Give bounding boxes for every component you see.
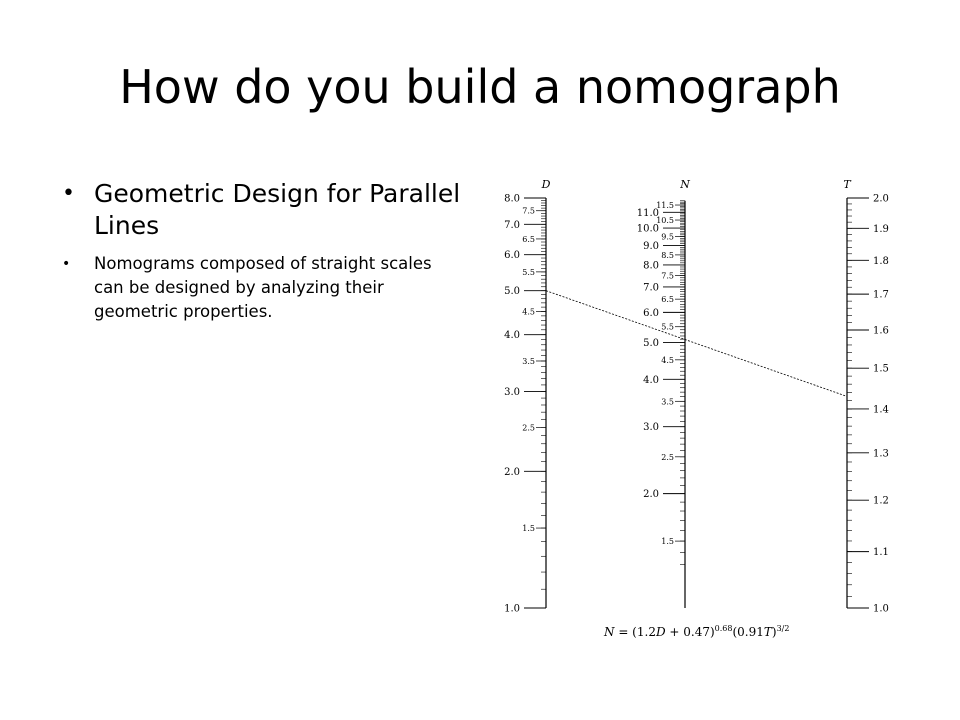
formula-part: (0.91 (732, 625, 764, 639)
scale-major-label: 10.0 (636, 223, 659, 235)
scale-minor-label: 4.5 (661, 355, 674, 365)
scale-major-label: 8.0 (504, 193, 520, 205)
scale-minor-label: 2.5 (522, 423, 535, 433)
scale-major-label: 1.0 (873, 603, 889, 615)
scale-major-label: 1.3 (873, 448, 889, 460)
scale-minor-label: 5.5 (522, 267, 535, 277)
scale-major-label: 1.5 (873, 363, 889, 375)
formula-part: = (1.2 (614, 625, 656, 639)
scale-minor-label: 1.5 (522, 524, 535, 534)
scale-t-name: T (843, 178, 851, 191)
scale-minor-label: 3.5 (661, 397, 674, 407)
scale-major-label: 3.0 (643, 422, 659, 434)
bullet-main (62, 178, 462, 242)
formula-n: N (604, 625, 615, 639)
bullet-dot-icon: • (62, 256, 71, 272)
scale-major-label: 5.0 (504, 286, 520, 298)
scale-d-name: D (541, 178, 551, 191)
scale-t (843, 178, 889, 615)
formula-exponent: 0.68 (714, 624, 733, 633)
scale-minor-label: 2.5 (661, 452, 674, 462)
scale-minor-label: 6.5 (522, 234, 535, 244)
scale-minor-label: 1.5 (661, 537, 674, 547)
formula-d: D (655, 625, 666, 639)
scale-minor-label: 11.5 (656, 201, 674, 211)
scale-minor-label: 8.5 (661, 250, 674, 260)
scale-major-label: 1.8 (873, 255, 889, 267)
scale-major-label: 1.2 (873, 495, 889, 507)
scale-major-label: 3.0 (504, 386, 520, 398)
scale-major-label: 1.1 (873, 547, 889, 559)
formula-exponent: 3/2 (776, 624, 790, 633)
scale-major-label: 6.0 (504, 250, 520, 262)
formula-part: ) (771, 625, 777, 639)
scale-minor-label: 5.5 (661, 322, 674, 332)
scale-major-label: 1.4 (873, 404, 889, 416)
scale-major-label: 4.0 (504, 330, 520, 342)
bullet-dot-icon: • (62, 181, 75, 206)
scale-minor-label: 10.5 (656, 216, 674, 226)
scale-minor-label: 4.5 (522, 307, 535, 317)
scale-d (504, 178, 550, 615)
scale-major-label: 11.0 (636, 207, 659, 219)
scale-minor-label: 7.5 (661, 271, 674, 281)
scale-n-name: N (680, 178, 690, 191)
scale-major-label: 8.0 (643, 260, 659, 272)
slide-title: How do you build a nomograph (119, 60, 841, 114)
nomogram-formula (604, 624, 789, 639)
scale-minor-label: 6.5 (661, 295, 674, 305)
nomogram (480, 170, 920, 620)
scale-major-label: 1.7 (873, 289, 889, 301)
bullet-sub (62, 252, 462, 324)
isopleth-line (546, 291, 847, 397)
scale-major-label: 2.0 (873, 193, 889, 205)
scale-major-label: 7.0 (504, 219, 520, 231)
scale-major-label: 2.0 (643, 489, 659, 501)
scale-major-label: 7.0 (643, 282, 659, 294)
scale-major-label: 9.0 (643, 240, 659, 252)
bullet-main-text: Geometric Design for Parallel Lines (94, 179, 461, 240)
scale-major-label: 5.0 (643, 337, 659, 349)
scale-major-label: 1.0 (504, 603, 520, 615)
bullet-sub-text: Nomograms composed of straight scales can be designed by analyzing their geometric properties. (94, 254, 432, 321)
scale-major-label: 1.9 (873, 223, 889, 235)
scale-minor-label: 3.5 (522, 356, 535, 366)
scale-major-label: 4.0 (643, 374, 659, 386)
scale-major-label: 2.0 (504, 466, 520, 478)
bullet-list (62, 178, 462, 324)
formula-t: T (763, 625, 772, 639)
formula-part: + 0.47) (665, 625, 715, 639)
scale-minor-label: 7.5 (522, 206, 535, 216)
scale-major-label: 6.0 (643, 307, 659, 319)
scale-n (637, 178, 690, 608)
scale-minor-label: 9.5 (661, 232, 674, 242)
scale-major-label: 1.6 (873, 325, 889, 337)
